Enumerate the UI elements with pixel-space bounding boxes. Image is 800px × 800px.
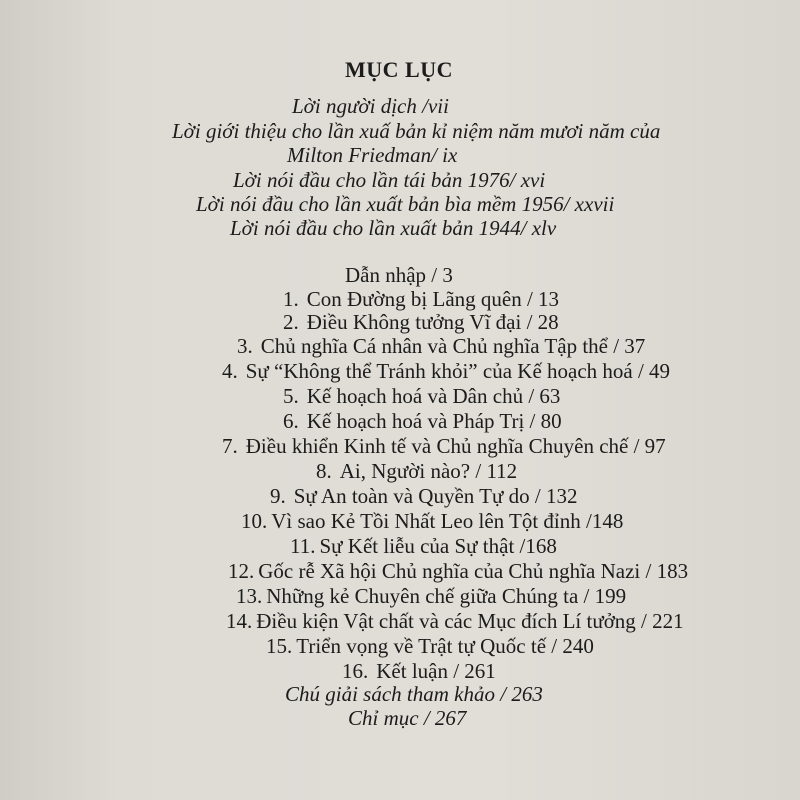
chapter-number: 2.	[283, 310, 299, 334]
chapter-number: 1.	[283, 287, 299, 311]
chapter-item	[283, 409, 562, 433]
chapter-title: Triển vọng về Trật tự Quốc tế / 240	[296, 634, 594, 658]
chapter-title: Kết luận / 261	[376, 659, 496, 683]
front-matter-item: Lời nói đầu cho lần tái bản 1976/ xvi	[233, 168, 546, 192]
chapter-number: 6.	[283, 409, 299, 433]
chapter-item	[342, 659, 496, 683]
chapter-title: Điều khiển Kinh tế và Chủ nghĩa Chuyên chế / 97	[245, 434, 666, 458]
front-matter-item: Lời giới thiệu cho lần xuấ bản kỉ niệm năm mươi năm của	[172, 119, 661, 143]
chapter-title: Điều kiện Vật chất và các Mục đích Lí tưởng / 221	[256, 609, 684, 633]
page-title: MỤC LỤC	[345, 57, 453, 82]
chapter-number: 8.	[316, 459, 332, 483]
chapter-title: Sự An toàn và Quyền Tự do / 132	[293, 484, 578, 508]
chapter-number: 3.	[237, 334, 253, 358]
chapter-item	[222, 434, 666, 458]
chapter-title: Con Đường bị Lãng quên / 13	[306, 287, 560, 311]
chapter-item	[222, 359, 670, 383]
chapter-item	[226, 609, 684, 633]
chapter-number: 15.	[266, 634, 293, 658]
chapter-title: Kế hoạch hoá và Pháp Trị / 80	[306, 409, 562, 433]
chapter-number: 16.	[342, 659, 369, 683]
chapter-item	[228, 559, 688, 583]
introduction-item: Dẫn nhập / 3	[345, 263, 453, 287]
chapter-item	[316, 459, 517, 483]
chapter-number: 12.	[228, 559, 255, 583]
back-matter-item: Chú giải sách tham khảo / 263	[285, 682, 543, 706]
chapter-number: 13.	[236, 584, 263, 608]
chapter-item	[283, 287, 559, 311]
chapter-item	[266, 634, 594, 658]
chapter-item	[241, 509, 623, 533]
chapter-item	[237, 334, 645, 358]
front-matter-item: Lời nói đầu cho lần xuất bản 1944/ xlv	[230, 216, 557, 240]
chapter-number: 11.	[290, 534, 316, 558]
chapter-title: Gốc rễ Xã hội Chủ nghĩa của Chủ nghĩa Nazi / 183	[258, 559, 689, 583]
back-matter-item: Chỉ mục / 267	[348, 706, 467, 730]
chapter-number: 14.	[226, 609, 253, 633]
chapter-title: Kế hoạch hoá và Dân chủ / 63	[306, 384, 561, 408]
chapter-title: Vì sao Kẻ Tồi Nhất Leo lên Tột đỉnh /148	[271, 509, 624, 533]
chapter-item	[283, 384, 560, 408]
chapter-item	[236, 584, 626, 608]
front-matter-item: Lời người dịch /vii	[292, 94, 449, 118]
chapter-title: Điều Không tưởng Vĩ đại / 28	[306, 310, 559, 334]
chapter-number: 7.	[222, 434, 238, 458]
chapter-title: Sự “Không thể Tránh khỏi” của Kế hoạch hoá / 49	[245, 359, 671, 383]
chapter-item	[283, 310, 559, 334]
chapter-title: Chủ nghĩa Cá nhân và Chủ nghĩa Tập thể / 37	[260, 334, 646, 358]
front-matter-item: Lời nói đầu cho lần xuất bản bìa mềm 1956/ xxvii	[196, 192, 615, 216]
front-matter-item: Milton Friedman/ ix	[287, 143, 458, 167]
chapter-title: Sự Kết liễu của Sự thật /168	[319, 534, 557, 558]
chapter-title: Những kẻ Chuyên chế giữa Chúng ta / 199	[266, 584, 627, 608]
chapter-title: Ai, Người nào? / 112	[339, 459, 518, 483]
chapter-number: 10.	[241, 509, 268, 533]
chapter-number: 5.	[283, 384, 299, 408]
chapter-number: 4.	[222, 359, 238, 383]
chapter-number: 9.	[270, 484, 286, 508]
chapter-item	[290, 534, 557, 558]
chapter-item	[270, 484, 577, 508]
